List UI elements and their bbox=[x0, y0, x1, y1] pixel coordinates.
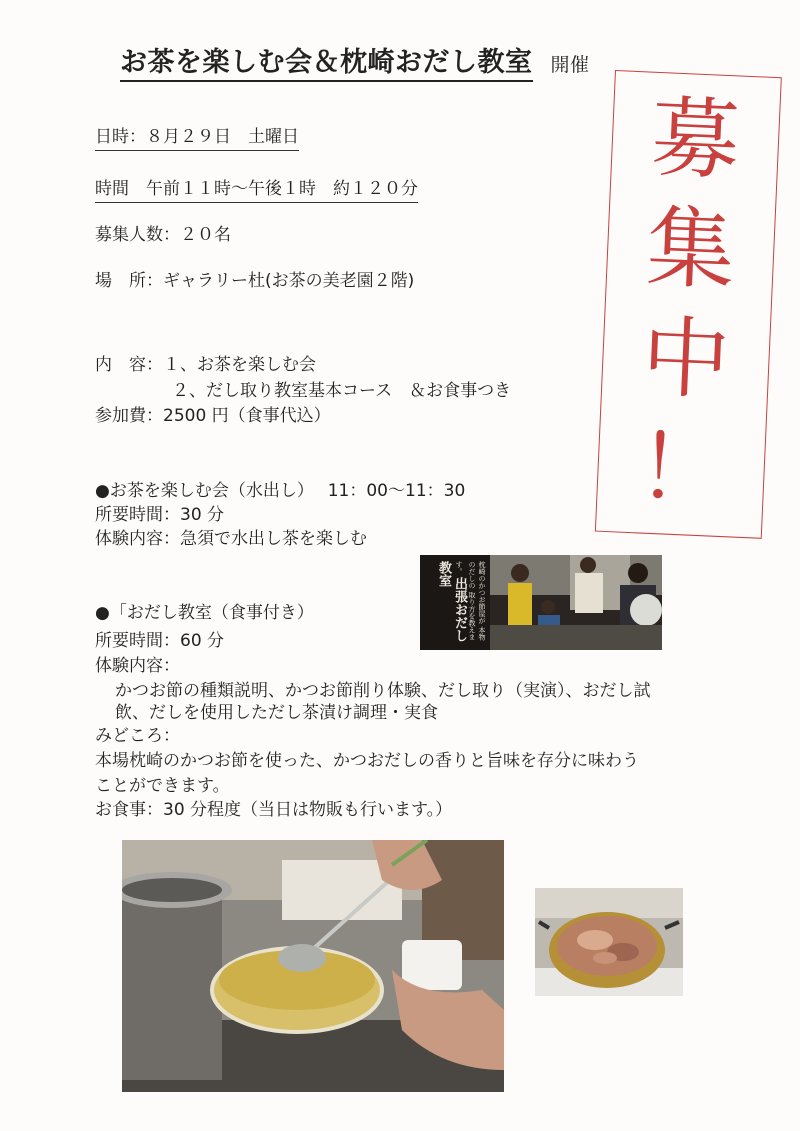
dashi-highlight-line-2: ことができます。 bbox=[95, 776, 230, 796]
event-date-text: 日時：８月２９日 土曜日 bbox=[95, 127, 299, 151]
page-title-suffix: 開催 bbox=[550, 54, 590, 76]
dashi-experience-line-1: かつお節の種類説明、かつお節削り体験、だし取り（実演）、おだし試 bbox=[115, 681, 651, 701]
page-title-main: お茶を楽しむ会＆枕崎おだし教室 bbox=[120, 47, 533, 82]
tea-section-heading: ●お茶を楽しむ会（水出し） 11：00〜11：30 bbox=[95, 481, 466, 501]
recruiting-stamp-text bbox=[596, 81, 780, 528]
class-photo-caption-2: 枕崎のかつお節屋が bbox=[478, 561, 486, 624]
dashi-highlight-label: みどころ： bbox=[95, 726, 180, 746]
dashi-experience-line-2: 飲、だしを使用しただし茶漬け調理・実食 bbox=[115, 703, 438, 723]
dashi-section-duration: 所要時間：60 分 bbox=[95, 631, 225, 651]
stamp-char: 中 bbox=[639, 305, 733, 413]
bonito-flakes-photo bbox=[535, 888, 683, 996]
recruiting-stamp bbox=[595, 70, 782, 539]
class-photo-caption bbox=[425, 561, 487, 647]
class-photo bbox=[420, 555, 662, 650]
dashi-photo bbox=[122, 840, 504, 1092]
event-content-2: ２、だし取り教室基本コース ＆お食事つき bbox=[172, 381, 512, 401]
stamp-char: 募 bbox=[649, 85, 742, 193]
event-date bbox=[95, 122, 299, 147]
stamp-char: 集 bbox=[644, 195, 737, 303]
dashi-meal: お食事：30 分程度（当日は物販も行います。） bbox=[95, 800, 453, 820]
event-content-1: 内 容：１、お茶を楽しむ会 bbox=[95, 355, 316, 375]
event-place: 場 所：ギャラリー杜(お茶の美老園２階) bbox=[95, 271, 415, 291]
tea-section-duration: 所要時間：30 分 bbox=[95, 505, 225, 525]
event-time bbox=[95, 174, 418, 199]
class-photo-caption-1: 出張おだし教室 bbox=[436, 561, 467, 643]
class-photo-caption-4: 取り方を教えます。 bbox=[455, 561, 476, 641]
dashi-experience-label: 体験内容： bbox=[95, 656, 180, 676]
stamp-char: ！ bbox=[634, 415, 728, 523]
page-title bbox=[120, 40, 590, 79]
event-capacity: 募集人数：２０名 bbox=[95, 225, 231, 245]
event-time-text: 時間 午前１１時〜午後１時 約１２０分 bbox=[95, 179, 418, 203]
tea-section-experience: 体験内容：急須で水出し茶を楽しむ bbox=[95, 529, 367, 549]
class-photo-caption-3: 本物のだしの bbox=[468, 561, 486, 641]
dashi-section-heading: ●「おだし教室（食事付き） bbox=[95, 603, 314, 623]
event-fee: 参加費：2500 円（食事代込） bbox=[95, 406, 331, 426]
dashi-highlight-line-1: 本場枕崎のかつお節を使った、かつおだしの香りと旨味を存分に味わう bbox=[95, 751, 639, 771]
